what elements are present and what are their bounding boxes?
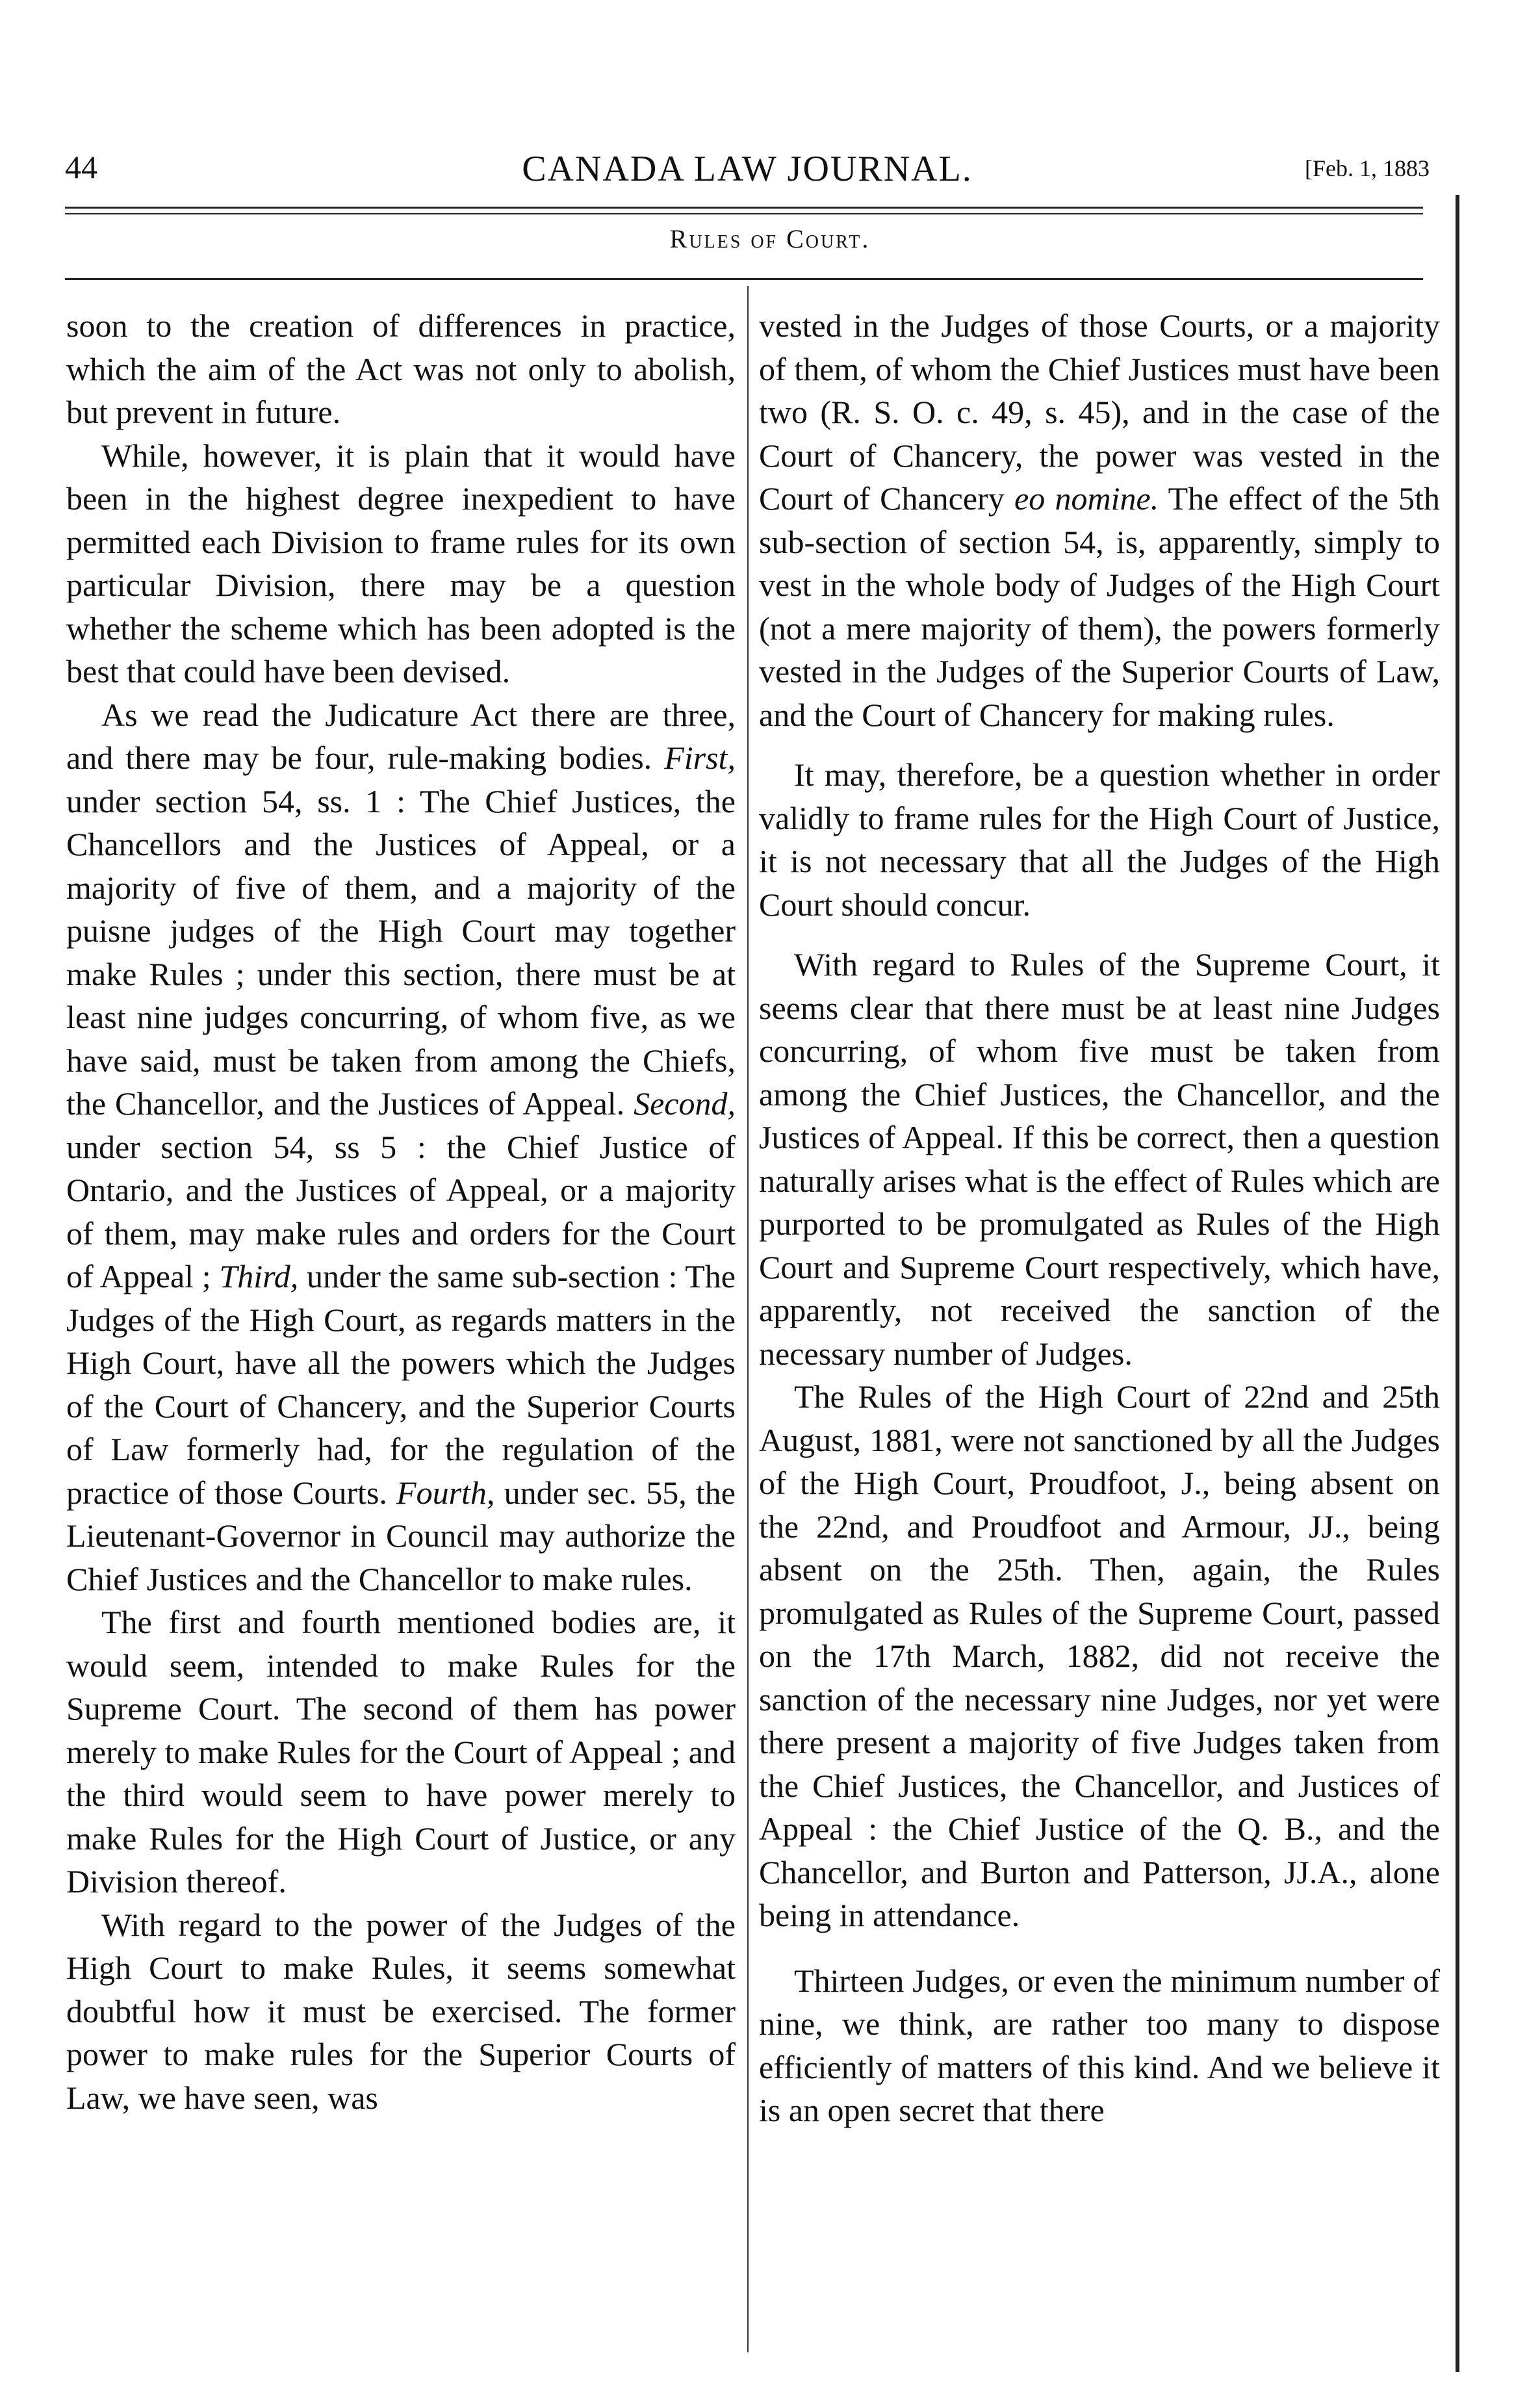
header-rule-bottom bbox=[65, 213, 1423, 214]
paragraph-text: under sec. 55, the Lieutenant-Governor in Council may authorize the Chief Justices and the Chancellor to make rules. bbox=[66, 1474, 736, 1597]
paragraph-text: under the same sub-section : The Judges of the High Court, as regards matters in the High Court, have all the powers which the Judges of the Court of Chancery, and the Superior Courts of Law formerly had, for the regulation of the practice of those Courts. bbox=[66, 1258, 736, 1511]
page-edge-binding bbox=[1456, 195, 1459, 2372]
italic-term: eo nomine. bbox=[1014, 480, 1159, 517]
paragraph: While, however, it is plain that it would have been in the highest degree inexpedient to have permitted each Division to frame rules for its own particular Division, there may be a question whether the scheme which has been adopted is the best that could have been devised. bbox=[66, 437, 736, 689]
paragraph bbox=[66, 693, 736, 1601]
paragraph-text: under section 54, ss. 1 : The Chief Justices, the Chancellors and the Justices of Appeal, or a majority of five of them, and a majority of the puisne judges of the High Court may together make Rules ; under this section, there must be at least nine judges concurring, of whom five, as we have said, must be taken from among the Chiefs, the Chancellor, and the Justices of Appeal. bbox=[66, 782, 736, 1122]
paragraph-text: As we read the Judicature Act there are three, and there may be four, rule-making bodies. bbox=[66, 696, 736, 776]
section-title: Rules of Court. bbox=[669, 224, 871, 253]
paragraph: Thirteen Judges, or even the minimum number of nine, we think, are rather too many to dispose efficiently of matters of this kind. And we believe it is an open secret that there bbox=[759, 1962, 1440, 2128]
paragraph: With regard to the power of the Judges of the High Court to make Rules, it seems somewhat doubtful how it must be exercised. The former power to make rules for the Superior Courts of Law, we have seen, was bbox=[66, 1906, 736, 2116]
italic-term: First, bbox=[664, 740, 736, 776]
italic-term: Fourth, bbox=[396, 1474, 495, 1511]
journal-title: CANADA LAW JOURNAL. bbox=[522, 149, 973, 189]
paragraph: It may, therefore, be a question whether in order validly to frame rules for the High Court of Justice, it is not necessary that all the Judges of the High Court should concur. bbox=[759, 756, 1440, 923]
paragraph bbox=[759, 304, 1440, 736]
issue-date: [Feb. 1, 1883 bbox=[1305, 155, 1430, 181]
column-divider bbox=[747, 286, 749, 2352]
paragraph: With regard to Rules of the Supreme Court, it seems clear that there must be at least nine Judges concurring, of whom five must be taken from among the Chief Justices, the Chancellor, and the Justices of Appeal. If this be correct, then a question naturally arises what is the effect of Rules which are purported to be promulgated as Rules of the High Court and Supreme Court respectively, which have, apparently, not received the sanction of the necessary number of Judges. bbox=[759, 946, 1440, 1372]
paragraph: The first and fourth mentioned bodies are, it would seem, intended to make Rules for the Supreme Court. The second of them has power merely to make Rules for the Court of Appeal ; and the third would seem to have power merely to make Rules for the High Court of Justice, or any Division thereof. bbox=[66, 1604, 736, 1899]
italic-term: Third, bbox=[219, 1258, 299, 1294]
italic-term: Second, bbox=[634, 1085, 736, 1122]
paragraph: soon to the creation of differences in practice, which the aim of the Act was not only to abolish, but prevent in future. bbox=[66, 307, 736, 430]
section-rule bbox=[65, 278, 1423, 280]
left-column bbox=[66, 304, 736, 2119]
header-rule-top bbox=[65, 207, 1423, 209]
right-column bbox=[759, 304, 1440, 2132]
paragraph: The Rules of the High Court of 22nd and 25th August, 1881, were not sanctioned by all the Judges of the High Court, Proudfoot, J., being absent on the 22nd, and Proudfoot and Armour, JJ., being absent on the 25th. Then, again, the Rules promulgated as Rules of the Supreme Court, passed on the 17th March, 1882, did not receive the sanction of the necessary nine Judges, nor yet were there present a majority of five Judges taken from the Chief Justices, the Chancellor, and Justices of Appeal : the Chief Justice of the Q. B., and the Chancellor, and Burton and Patterson, JJ.A., alone being in attendance. bbox=[759, 1378, 1440, 1933]
paragraph-text: The effect of the 5th sub-section of section 54, is, apparently, simply to vest in the whole body of Judges of the High Court (not a mere majority of them), the powers formerly vested in the Judges of the Superior Courts of Law, and the Court of Chancery for making rules. bbox=[759, 480, 1441, 733]
paragraph-text: vested in the Judges of those Courts, or a majority of them, of whom the Chief Justices must have been two (R. S. O. c. 49, s. 45), and in the case of the Court of Chancery, the power was vested in the Court of Chancery bbox=[759, 307, 1440, 517]
running-header bbox=[65, 148, 1430, 200]
paragraph-text: under section 54, ss 5 : the Chief Justice of Ontario, and the Justices of Appeal, or a majority of them, may make rules and orders for the Court of Appeal ; bbox=[66, 1128, 736, 1294]
page-number: 44 bbox=[65, 149, 97, 185]
